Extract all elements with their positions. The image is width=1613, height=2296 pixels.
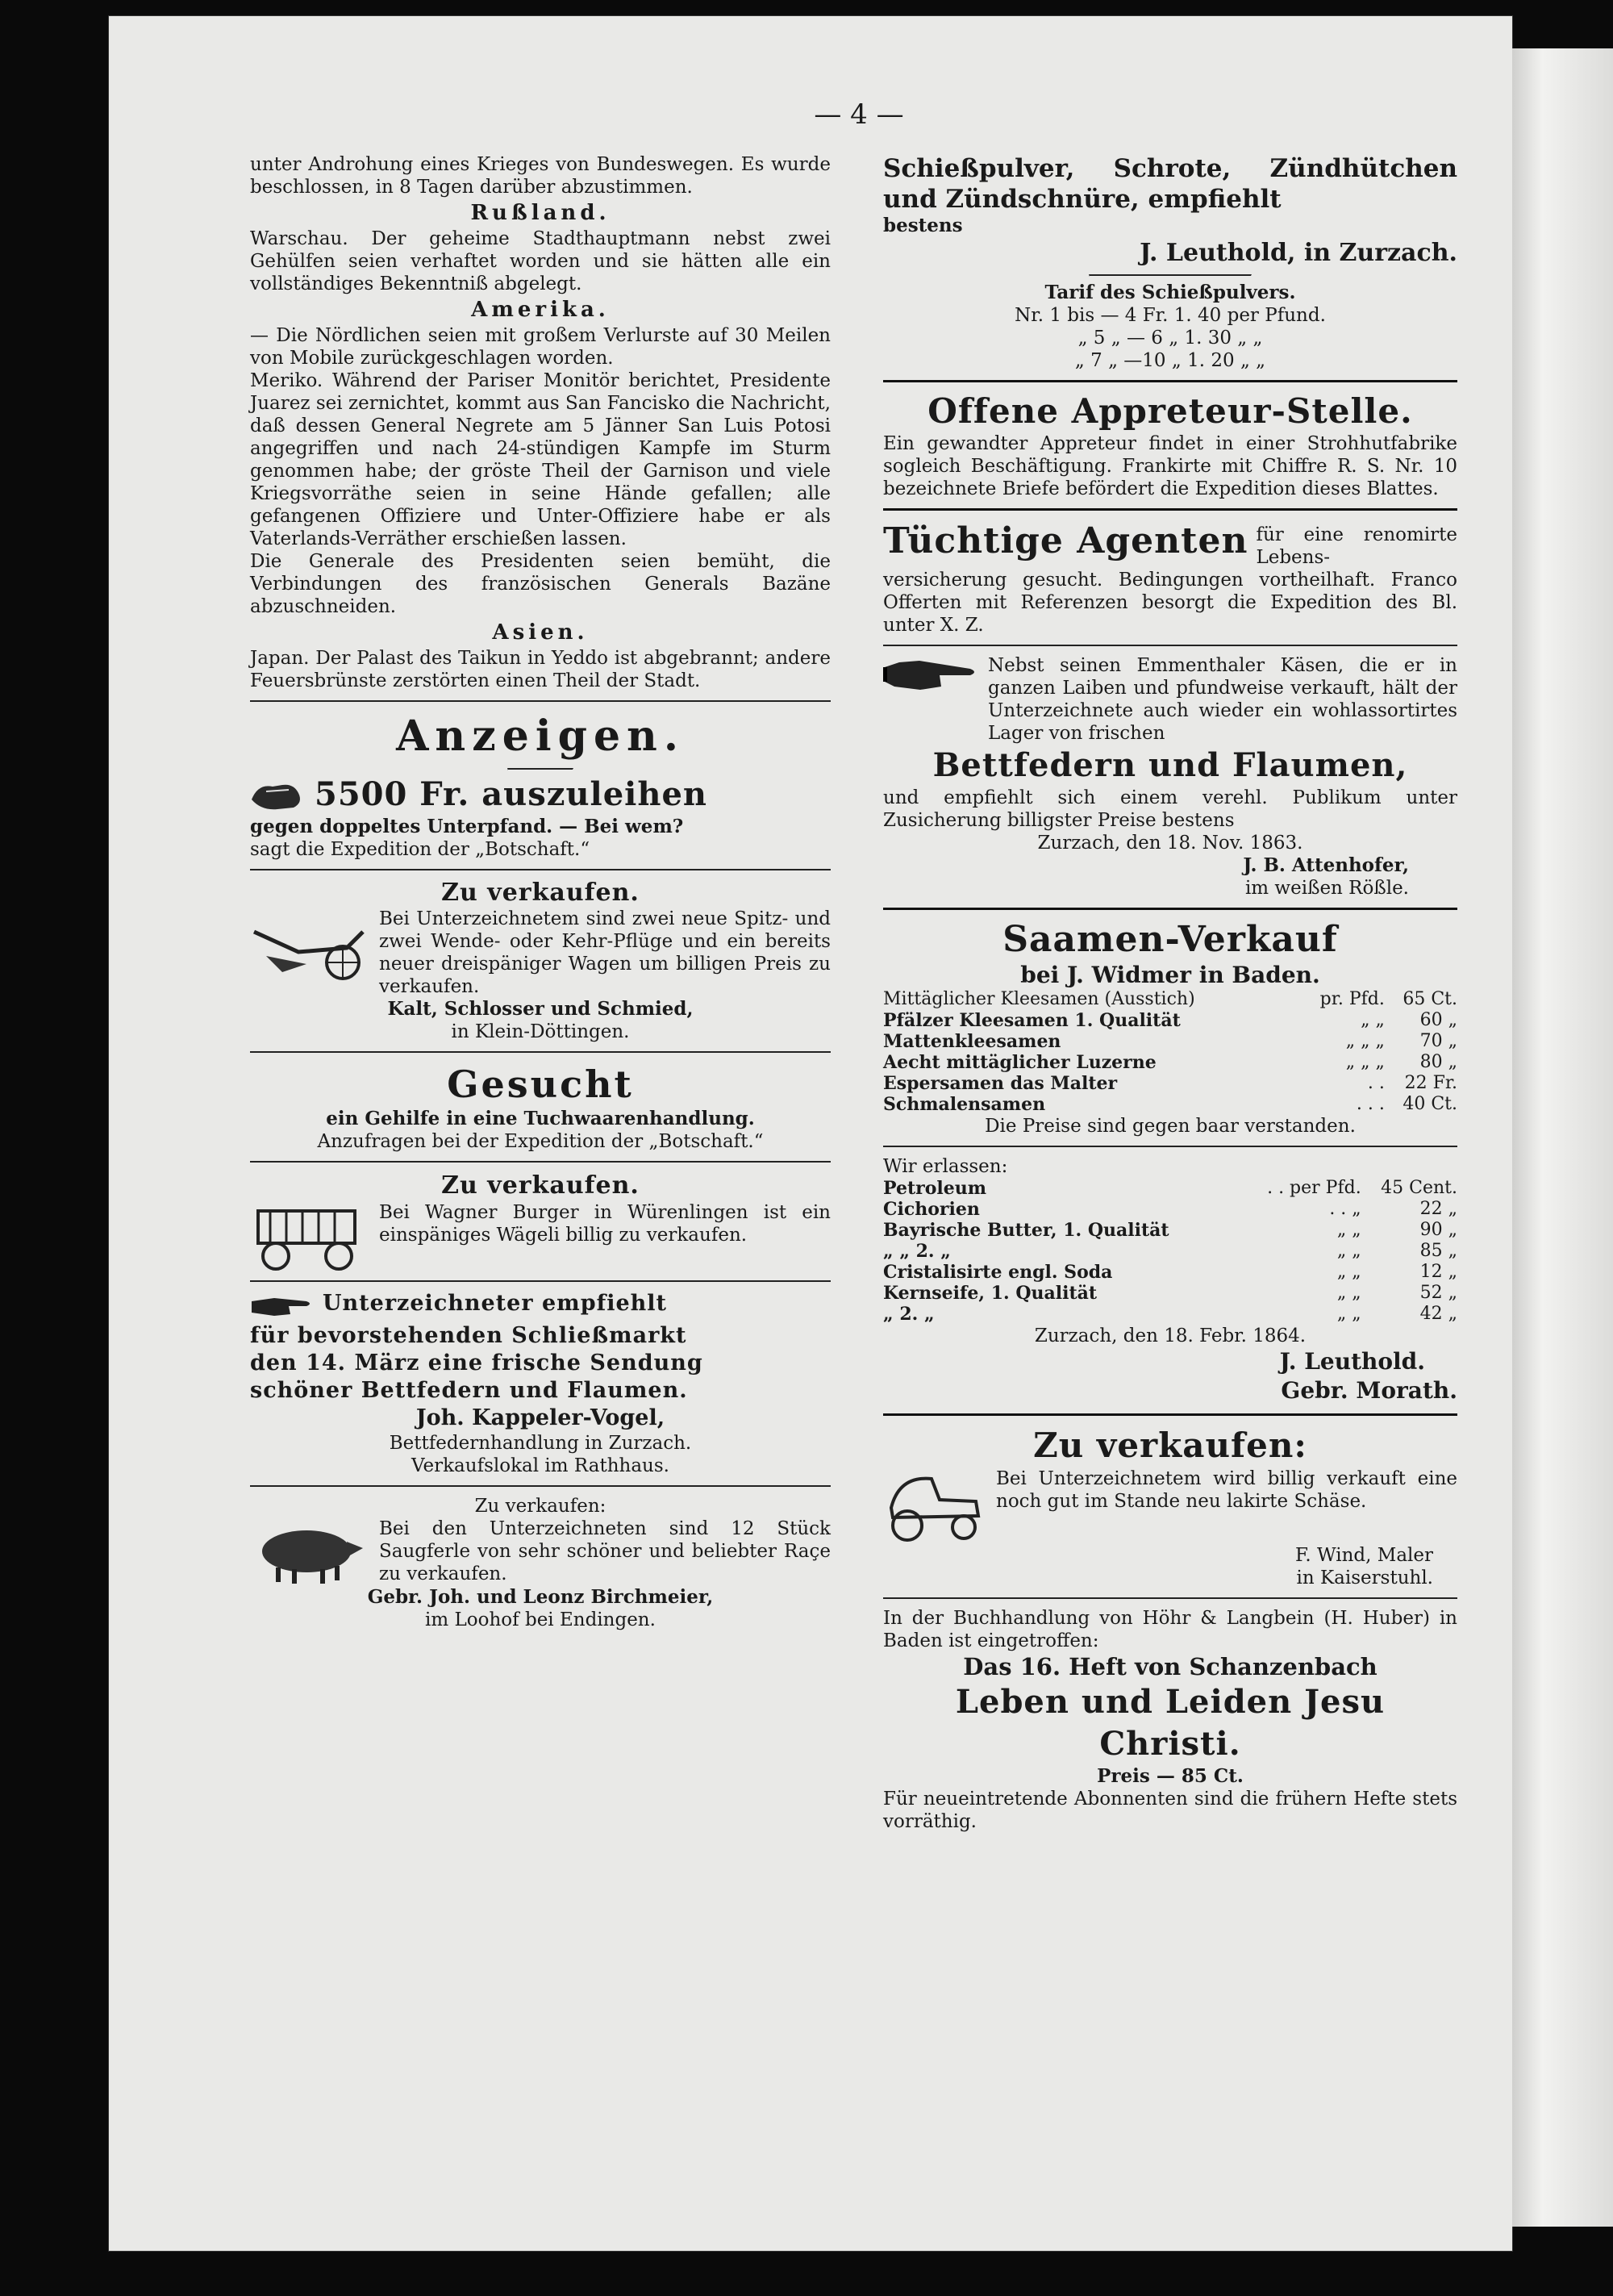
ad-wanted-line1: ein Gehilfe in eine Tuchwaarenhandlung. (326, 1108, 755, 1129)
ad-piglets-title: Zu verkaufen: (474, 1496, 606, 1517)
pointing-hand-icon (250, 1290, 315, 1322)
ad-seeds-sub: bei J. Widmer in Baden. (1020, 962, 1320, 988)
ad-plough-title: Zu verkaufen. (441, 879, 640, 907)
ad-book-line1: In der Buchhandlung von Höhr & Langbein (H. Huber) in Baden ist eingetroffen: (883, 1608, 1457, 1651)
ad-agents-body: versicherung gesucht. Bedingungen vortheilhaft. Franco Offerten mit Referenzen besorgt die Expedition des Bl. unter X. Z. (883, 570, 1457, 636)
article-continuation: unter Androhung eines Krieges von Bundeswegen. Es wurde beschlossen, in 8 Tagen darüber abzustimmen. (250, 154, 831, 198)
item-unit: „ „ (1336, 1304, 1361, 1324)
item-unit: . . (1367, 1073, 1385, 1093)
divider (250, 1485, 831, 1487)
ad-wagon (250, 1201, 831, 1272)
item-unit: „ „ (1336, 1220, 1361, 1240)
ad-goods-date: Zurzach, den 18. Febr. 1864. (1034, 1325, 1307, 1346)
item-price: 60 „ (1419, 1010, 1457, 1030)
item-unit: „ „ „ (1345, 1052, 1385, 1072)
pointing-hand-icon (883, 654, 980, 703)
item-name: Cichorien (883, 1199, 980, 1220)
divider (883, 1146, 1457, 1147)
item-price: 40 Ct. (1403, 1094, 1457, 1114)
divider (250, 869, 831, 870)
item-name: Cristalisirte engl. Soda (883, 1262, 1113, 1283)
item-price: 80 „ (1419, 1052, 1457, 1072)
item-unit: „ „ „ (1345, 1031, 1385, 1051)
table-row (883, 1220, 1457, 1241)
ad-powder-line1: Schießpulver, Schrote, Zündhütchen und Zündschnüre, empfiehlt (883, 154, 1457, 214)
item-name: „ 2. „ (883, 1304, 935, 1325)
ad-wanted-title: Gesucht (447, 1062, 634, 1106)
item-unit: „ „ (1336, 1241, 1361, 1261)
tarif-row1: Nr. 1 bis — 4 Fr. 1. 40 per Pfund. (1015, 305, 1326, 326)
right-column (883, 153, 1457, 1833)
ad-carriage-sig2: in Kaiserstuhl. (1296, 1568, 1433, 1588)
ad-goods-sig2: Gebr. Morath. (1281, 1377, 1457, 1404)
item-unit: . . per Pfd. (1267, 1178, 1361, 1198)
seeds-table (883, 989, 1457, 1115)
ad-appreteur-title: Offene Appreteur-Stelle. (927, 391, 1413, 431)
item-name: „ „ 2. „ (883, 1241, 951, 1262)
ad-carriage-body: Bei Unterzeichnetem wird billig verkauft eine noch gut im Stande neu lakirte Schäse. (996, 1468, 1457, 1512)
item-name: Petroleum (883, 1178, 987, 1199)
left-column (250, 153, 831, 1631)
carriage-icon (883, 1467, 988, 1544)
table-row (883, 1262, 1457, 1283)
heading-russland: Rußland. (470, 201, 611, 225)
heading-anzeigen: Anzeigen. (396, 712, 685, 761)
ad-piglets (250, 1517, 831, 1586)
ad-bedfeathers-line4: schöner Bettfedern und Flaumen. (250, 1378, 688, 1403)
tarif-title: Tarif des Schießpulvers. (1044, 282, 1296, 303)
divider (883, 908, 1457, 910)
goods-table (883, 1178, 1457, 1325)
ad-bedfeathers-sig1: Joh. Kappeler-Vogel, (415, 1405, 665, 1430)
divider (250, 1280, 831, 1282)
item-unit: „ „ (1336, 1262, 1361, 1282)
ad-wagon-body: Bei Wagner Burger in Würenlingen ist ein einspäniges Wägeli billig zu verkaufen. (379, 1202, 831, 1246)
table-row (883, 989, 1457, 1010)
ad-cheese-title: Bettfedern und Flaumen, (932, 746, 1408, 784)
table-row (883, 1283, 1457, 1304)
item-price: 45 Cent. (1381, 1178, 1457, 1198)
ad-loan-line2: sagt die Expedition der „Botschaft.“ (250, 839, 590, 860)
tarif-row2: „ 5 „ — 6 „ 1. 30 „ „ (1077, 328, 1263, 349)
ad-loan-line1: gegen doppeltes Unterpfand. — Bei wem? (250, 816, 684, 837)
heading-amerika: Amerika. (471, 298, 610, 322)
ad-bedfeathers (250, 1290, 831, 1322)
ad-cheese-body: Nebst seinen Emmenthaler Käsen, die er in ganzen Laiben und pfundweise verkauft, hält der Unterzeichnete auch wieder ein wohlassortirtes Lager von frischen (988, 655, 1457, 744)
table-row (883, 1073, 1457, 1094)
tarif-row3: „ 7 „ —10 „ 1. 20 „ „ (1074, 350, 1266, 371)
item-price: 42 „ (1419, 1304, 1457, 1324)
table-row (883, 1241, 1457, 1262)
divider (250, 1161, 831, 1163)
ad-cheese-date: Zurzach, den 18. Nov. 1863. (1037, 833, 1303, 854)
divider (250, 700, 831, 702)
item-name: Mittäglicher Kleesamen (Ausstich) (883, 989, 1195, 1009)
heading-asien: Asien. (492, 620, 589, 645)
ad-book-line2: Das 16. Heft von Schanzenbach (963, 1653, 1378, 1680)
divider (883, 1597, 1457, 1599)
table-row (883, 1178, 1457, 1199)
divider (883, 1413, 1457, 1416)
ad-plough-sig1: Kalt, Schlosser und Schmied, (387, 998, 694, 1020)
divider (507, 768, 573, 770)
pig-icon (250, 1517, 371, 1586)
item-name: Kernseife, 1. Qualität (883, 1283, 1098, 1304)
ad-book-price: Preis — 85 Ct. (1097, 1765, 1244, 1787)
divider (883, 508, 1457, 511)
ad-cheese-body2: und empfiehlt sich einem verehl. Publikum unter Zusicherung billigster Preise bestens (883, 787, 1457, 831)
item-price: 90 „ (1419, 1220, 1457, 1240)
item-name: Aecht mittäglicher Luzerne (883, 1052, 1157, 1073)
ad-seeds-note: Die Preise sind gegen baar verstanden. (985, 1116, 1356, 1137)
divider (250, 1051, 831, 1053)
table-row (883, 1010, 1457, 1031)
ad-seeds-title: Saamen-Verkauf (1002, 919, 1338, 960)
ad-powder-line2: bestens (883, 215, 963, 236)
ad-carriage-sig1: F. Wind, Maler (1295, 1545, 1433, 1566)
article-generale: Die Generale des Presidenten seien bemüht, die Verbindungen des französischen Generals Bazäne abzuschneiden. (250, 551, 831, 617)
ad-bedfeathers-line1: Unterzeichneter empfiehlt (323, 1291, 668, 1316)
ad-bedfeathers-line3: den 14. März eine frische Sendung (250, 1350, 703, 1376)
item-name: Bayrische Butter, 1. Qualität (883, 1220, 1169, 1241)
divider (1089, 274, 1252, 277)
page-spine (1512, 48, 1613, 2227)
ad-goods-sig1: J. Leuthold. (1279, 1348, 1425, 1375)
ad-wanted-line2: Anzufragen bei der Expedition der „Botschaft.“ (317, 1131, 764, 1152)
ad-loan (250, 775, 831, 816)
divider (883, 645, 1457, 646)
item-price: 52 „ (1419, 1283, 1457, 1303)
table-row (883, 1031, 1457, 1052)
item-price: 70 „ (1419, 1031, 1457, 1051)
table-row (883, 1052, 1457, 1073)
wagon-icon (250, 1201, 371, 1272)
ad-carriage (883, 1467, 1457, 1544)
ad-plough (250, 908, 831, 998)
ad-plough-sig2: in Klein-Döttingen. (451, 1021, 630, 1042)
ad-piglets-sig1: Gebr. Joh. und Leonz Birchmeier, (367, 1586, 714, 1608)
ad-piglets-body: Bei den Unterzeichneten sind 12 Stück Saugferle von sehr schöner und beliebter Raçe zu verkaufen. (379, 1518, 831, 1584)
ad-agents-title: Tüchtige Agenten (883, 520, 1248, 561)
ad-book-title: Leben und Leiden Jesu Christi. (955, 1683, 1386, 1763)
ad-wagon-title: Zu verkaufen. (441, 1171, 640, 1200)
item-unit: . . „ (1329, 1199, 1361, 1219)
ad-powder-sig: J. Leuthold, in Zurzach. (1140, 239, 1457, 267)
ad-agents-side: für eine renomirte Lebens- (1256, 524, 1457, 568)
ad-book-body: Für neueintretende Abonnenten sind die frühern Hefte stets vorräthig. (883, 1789, 1457, 1832)
item-unit: pr. Pfd. (1319, 989, 1385, 1009)
ad-cheese-sig2: im weißen Rößle. (1244, 878, 1409, 899)
ad-appreteur-body: Ein gewandter Appreteur findet in einer Strohhutfabrike sogleich Beschäftigung. Frankirte mit Chiffre R. S. Nr. 10 bezeichnete Briefe befördert die Expedition dieses Blattes. (883, 433, 1457, 499)
table-row (883, 1094, 1457, 1115)
item-price: 22 Fr. (1404, 1073, 1457, 1093)
article-amerika: — Die Nördlichen seien mit großem Verlurste auf 30 Meilen von Mobile zurückgeschlagen worden. (250, 325, 831, 369)
ad-piglets-sig2: im Loohof bei Endingen. (425, 1609, 656, 1630)
plough-icon (250, 908, 371, 984)
item-price: 12 „ (1419, 1262, 1457, 1282)
table-row (883, 1304, 1457, 1325)
article-warschau: Warschau. Der geheime Stadthauptmann nebst zwei Gehülfen seien verhaftet worden und sie hätten alle ein vollständiges Bekenntniß abgelegt. (250, 228, 831, 294)
ad-loan-title: 5500 Fr. auszuleihen (315, 775, 707, 813)
ad-cheese (883, 654, 1457, 745)
table-row (883, 1199, 1457, 1220)
item-name: Espersamen das Malter (883, 1073, 1118, 1094)
hands-icon (250, 775, 306, 816)
ad-cheese-sig1: J. B. Attenhofer, (1243, 854, 1409, 876)
ad-bedfeathers-sig2: Bettfedernhandlung in Zurzach. (389, 1433, 692, 1454)
item-name: Schmalensamen (883, 1094, 1046, 1115)
item-unit: . . . (1356, 1094, 1385, 1114)
item-price: 65 Ct. (1403, 989, 1457, 1009)
ad-carriage-title: Zu verkaufen: (1033, 1426, 1307, 1465)
divider (883, 380, 1457, 382)
item-name: Pfälzer Kleesamen 1. Qualität (883, 1010, 1181, 1031)
article-japan: Japan. Der Palast des Taikun in Yeddo ist abgebrannt; andere Feuersbrünste zerstörten einen Theil der Stadt. (250, 648, 831, 691)
ad-plough-body: Bei Unterzeichnetem sind zwei neue Spitz- und zwei Wende- oder Kehr-Pflüge und ein bereits neuer dreispäniger Wagen um billigen Preis zu verkaufen. (379, 908, 831, 997)
page-number: — 4 — (814, 98, 904, 131)
item-unit: „ „ (1336, 1283, 1361, 1303)
article-meriko: Meriko. Während der Pariser Monitör berichtet, Presidente Juarez sei zernichtet, kommt aus San Fancisko die Nachricht, daß dessen General Negrete am 5 Jänner San Luis Potosi angegriffen und nach 24-stündigen Kampfe im Sturm genommen habe; der gröste Theil der Garnison und viele Kriegsvorräthe seien in seine Hände gefallen; alle gefangenen Offiziere und Unter-Offiziere habe er als Vaterlands-Verräther erschießen lassen. (250, 370, 831, 549)
item-price: 22 „ (1419, 1199, 1457, 1219)
ad-bedfeathers-line2: für bevorstehenden Schließmarkt (250, 1323, 687, 1348)
ad-goods-intro: Wir erlassen: (883, 1156, 1008, 1177)
item-name: Mattenkleesamen (883, 1031, 1061, 1052)
ad-agents-header (883, 519, 1457, 569)
item-unit: „ „ (1361, 1010, 1385, 1030)
ad-bedfeathers-sig3: Verkaufslokal im Rathhaus. (411, 1455, 669, 1476)
item-price: 85 „ (1419, 1241, 1457, 1261)
